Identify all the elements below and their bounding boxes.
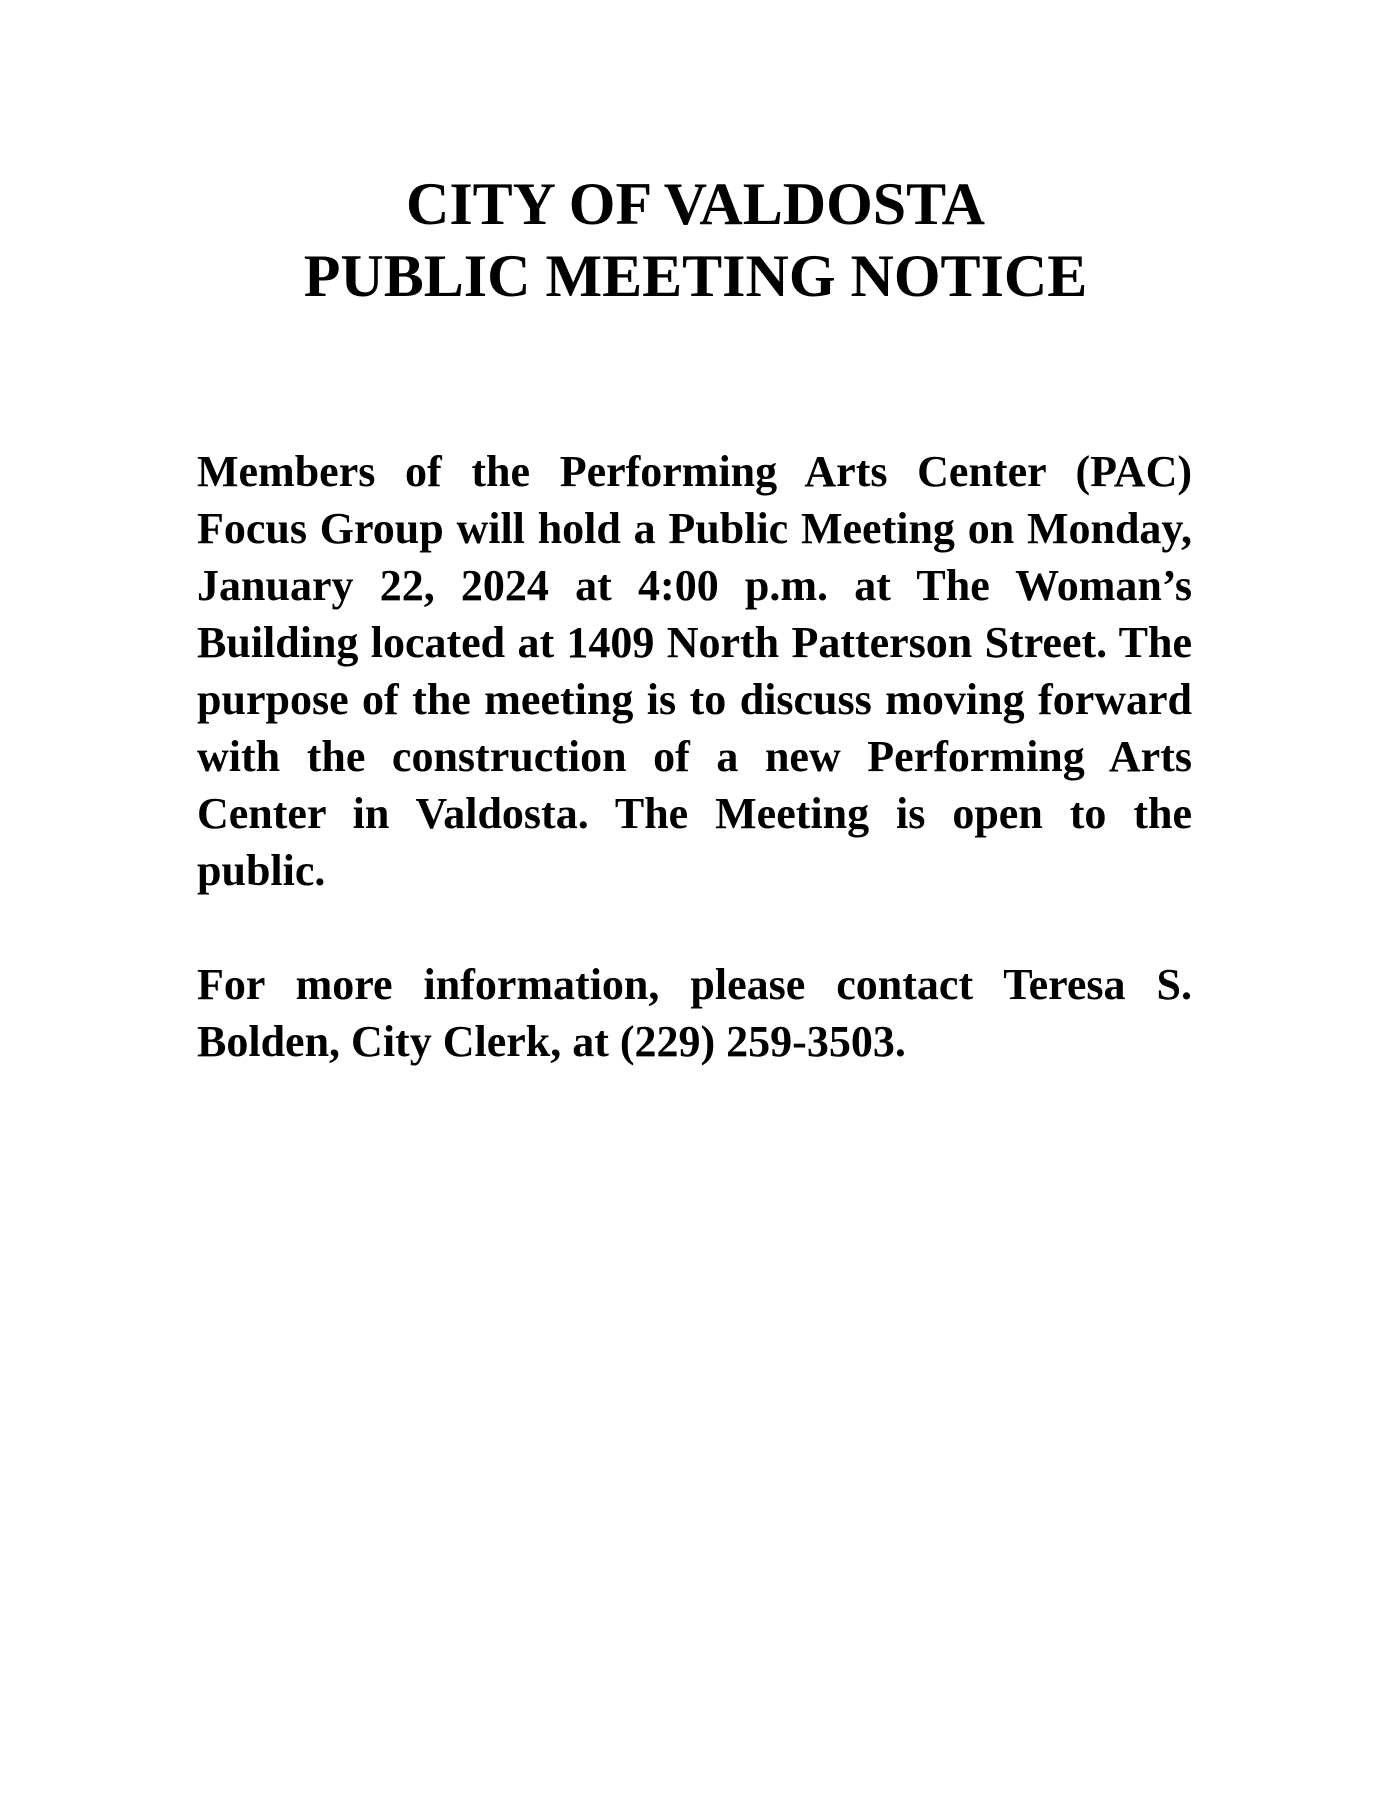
title-city: CITY OF VALDOSTA xyxy=(405,171,986,237)
meeting-details-paragraph: Members of the Performing Arts Center (PAC) Focus Group will hold a Public Meeting on Monday, January 22, 2024 at 4:00 p.m. at The Woman’s Building located at 1409 North Patterson Street. The purpose of the meeting is to discuss moving forward with the construction of a new Performing Arts Center in Valdosta. The Meeting is open to the public. xyxy=(197,447,1192,895)
notice-title xyxy=(0,168,1391,312)
contact-paragraph: For more information, please contact Teresa S. Bolden, City Clerk, at (229) 259-3503. xyxy=(197,960,1192,1066)
notice-body xyxy=(197,443,1192,1070)
title-notice: PUBLIC MEETING NOTICE xyxy=(303,243,1088,309)
